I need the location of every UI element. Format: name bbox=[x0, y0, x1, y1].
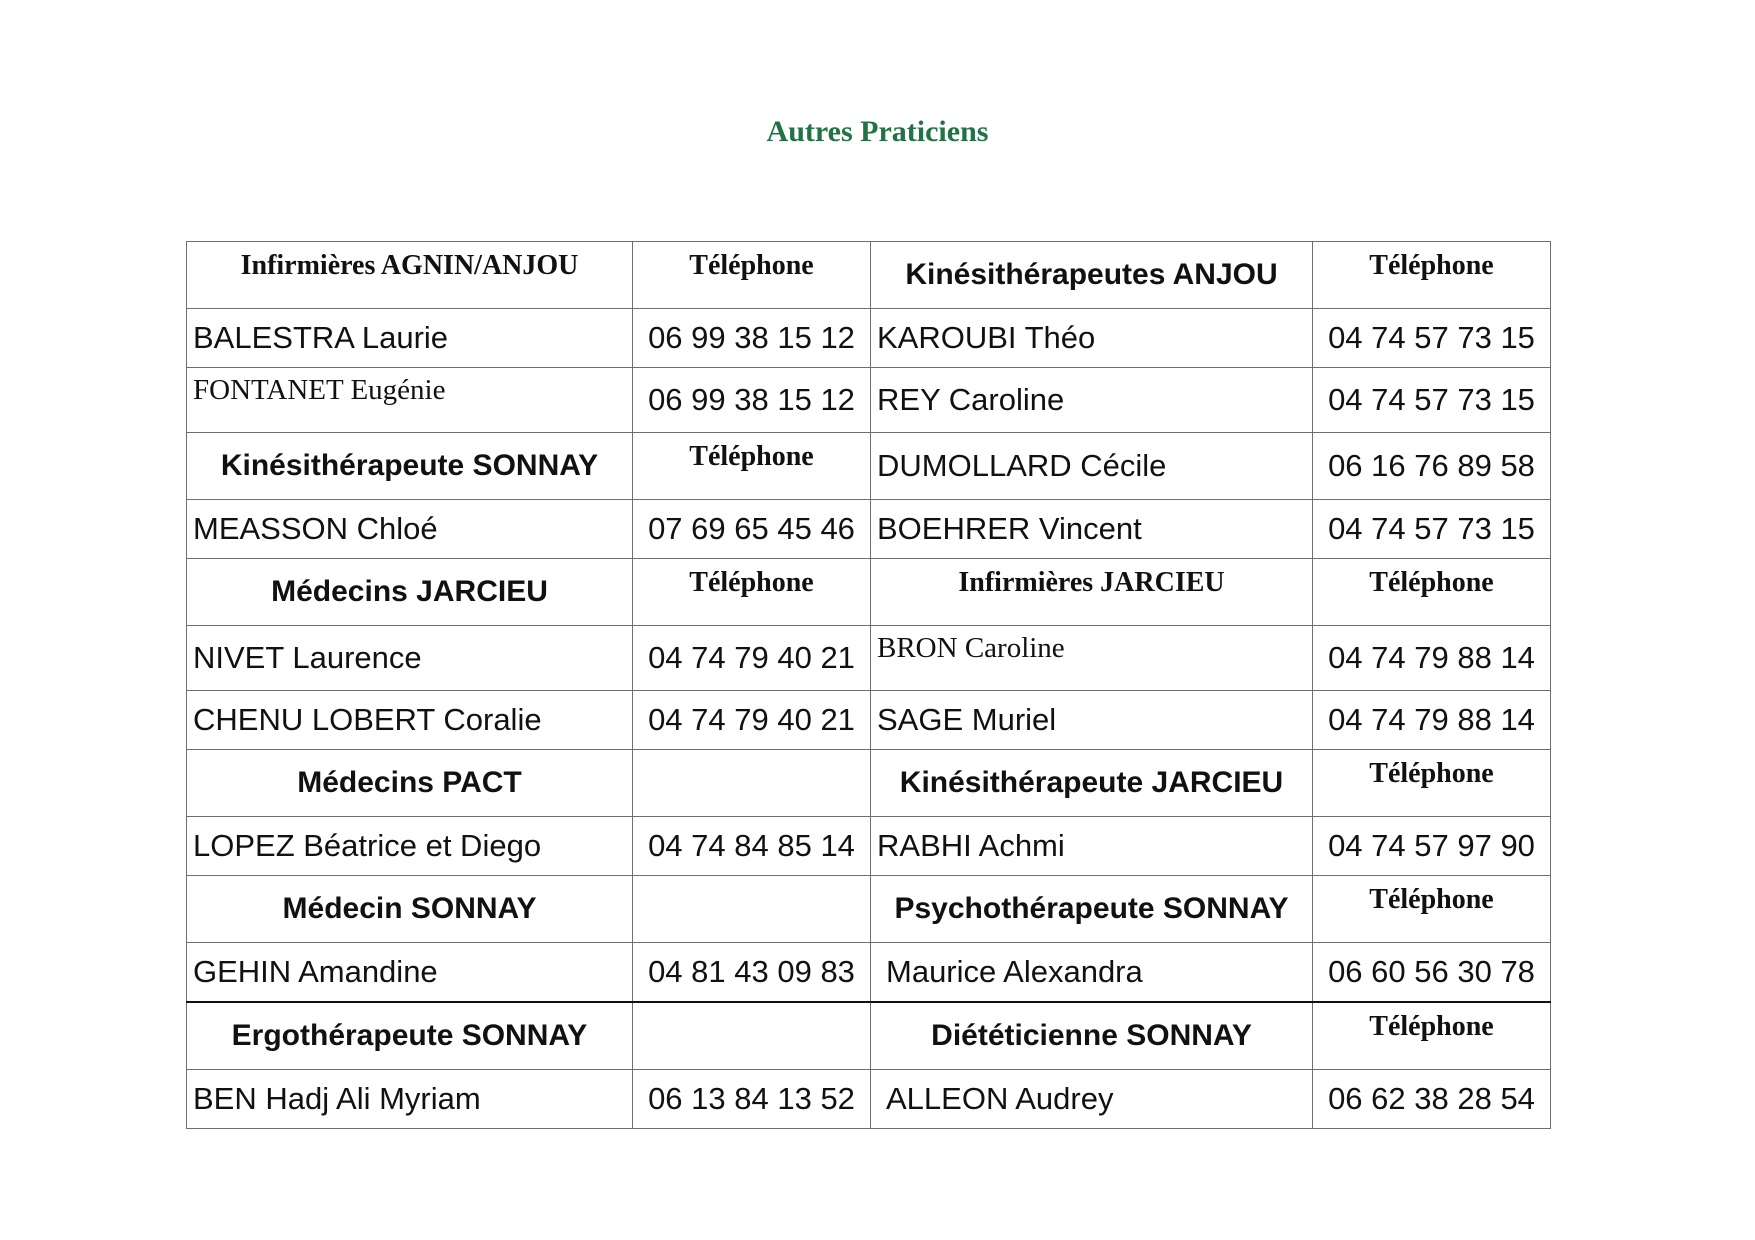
section-header: Diététicienne SONNAY bbox=[871, 1002, 1313, 1070]
phone-column-header: Téléphone bbox=[633, 559, 871, 626]
phone-number: 04 74 57 73 15 bbox=[1313, 309, 1551, 368]
table-row bbox=[187, 817, 1551, 876]
section-header: Kinésithérapeutes ANJOU bbox=[871, 242, 1313, 309]
phone-column-header: Téléphone bbox=[1313, 750, 1551, 817]
section-header: Médecins PACT bbox=[187, 750, 633, 817]
practitioner-name: BRON Caroline bbox=[871, 626, 1313, 691]
practitioner-name: LOPEZ Béatrice et Diego bbox=[187, 817, 633, 876]
phone-column-header-empty bbox=[633, 750, 871, 817]
phone-number: 04 74 57 97 90 bbox=[1313, 817, 1551, 876]
practitioners-table bbox=[186, 241, 1551, 1129]
phone-number: 04 81 43 09 83 bbox=[633, 943, 871, 1003]
practitioner-name: DUMOLLARD Cécile bbox=[871, 433, 1313, 500]
phone-number: 04 74 79 88 14 bbox=[1313, 626, 1551, 691]
phone-number: 04 74 79 88 14 bbox=[1313, 691, 1551, 750]
practitioner-name: BEN Hadj Ali Myriam bbox=[187, 1070, 633, 1129]
table-row bbox=[187, 876, 1551, 943]
practitioner-name: MEASSON Chloé bbox=[187, 500, 633, 559]
section-header: Infirmières AGNIN/ANJOU bbox=[187, 242, 633, 309]
table-row bbox=[187, 500, 1551, 559]
practitioner-name: RABHI Achmi bbox=[871, 817, 1313, 876]
table-row bbox=[187, 242, 1551, 309]
table-row bbox=[187, 368, 1551, 433]
phone-column-header: Téléphone bbox=[1313, 1002, 1551, 1070]
section-header: Kinésithérapeute JARCIEU bbox=[871, 750, 1313, 817]
table-row bbox=[187, 1002, 1551, 1070]
section-header: Médecins JARCIEU bbox=[187, 559, 633, 626]
phone-number: 04 74 57 73 15 bbox=[1313, 500, 1551, 559]
phone-number: 04 74 57 73 15 bbox=[1313, 368, 1551, 433]
phone-number: 06 16 76 89 58 bbox=[1313, 433, 1551, 500]
practitioner-name: FONTANET Eugénie bbox=[187, 368, 633, 433]
phone-number: 04 74 84 85 14 bbox=[633, 817, 871, 876]
practitioner-name: Maurice Alexandra bbox=[871, 943, 1313, 1003]
practitioner-name: BALESTRA Laurie bbox=[187, 309, 633, 368]
section-header: Kinésithérapeute SONNAY bbox=[187, 433, 633, 500]
practitioner-name: SAGE Muriel bbox=[871, 691, 1313, 750]
phone-number: 06 99 38 15 12 bbox=[633, 309, 871, 368]
phone-column-header: Téléphone bbox=[1313, 242, 1551, 309]
practitioner-name: ALLEON Audrey bbox=[871, 1070, 1313, 1129]
practitioner-name: KAROUBI Théo bbox=[871, 309, 1313, 368]
phone-column-header: Téléphone bbox=[1313, 876, 1551, 943]
phone-column-header-empty bbox=[633, 876, 871, 943]
phone-number: 04 74 79 40 21 bbox=[633, 626, 871, 691]
phone-number: 06 62 38 28 54 bbox=[1313, 1070, 1551, 1129]
practitioner-name: CHENU LOBERT Coralie bbox=[187, 691, 633, 750]
phone-column-header: Téléphone bbox=[633, 433, 871, 500]
practitioner-name: NIVET Laurence bbox=[187, 626, 633, 691]
phone-number: 06 99 38 15 12 bbox=[633, 368, 871, 433]
table-row bbox=[187, 433, 1551, 500]
page-title: Autres Praticiens bbox=[766, 115, 989, 148]
practitioner-name: REY Caroline bbox=[871, 368, 1313, 433]
phone-number: 07 69 65 45 46 bbox=[633, 500, 871, 559]
phone-column-header-empty bbox=[633, 1002, 871, 1070]
phone-column-header: Téléphone bbox=[1313, 559, 1551, 626]
section-header: Médecin SONNAY bbox=[187, 876, 633, 943]
section-header: Ergothérapeute SONNAY bbox=[187, 1002, 633, 1070]
phone-number: 06 60 56 30 78 bbox=[1313, 943, 1551, 1003]
table-row bbox=[187, 750, 1551, 817]
table-row bbox=[187, 559, 1551, 626]
phone-number: 04 74 79 40 21 bbox=[633, 691, 871, 750]
phone-number: 06 13 84 13 52 bbox=[633, 1070, 871, 1129]
table-row bbox=[187, 691, 1551, 750]
section-header: Infirmières JARCIEU bbox=[871, 559, 1313, 626]
table-row bbox=[187, 1070, 1551, 1129]
table-row bbox=[187, 626, 1551, 691]
phone-column-header: Téléphone bbox=[633, 242, 871, 309]
table-row bbox=[187, 309, 1551, 368]
section-header: Psychothérapeute SONNAY bbox=[871, 876, 1313, 943]
practitioner-name: GEHIN Amandine bbox=[187, 943, 633, 1003]
practitioner-name: BOEHRER Vincent bbox=[871, 500, 1313, 559]
table-row bbox=[187, 943, 1551, 1003]
